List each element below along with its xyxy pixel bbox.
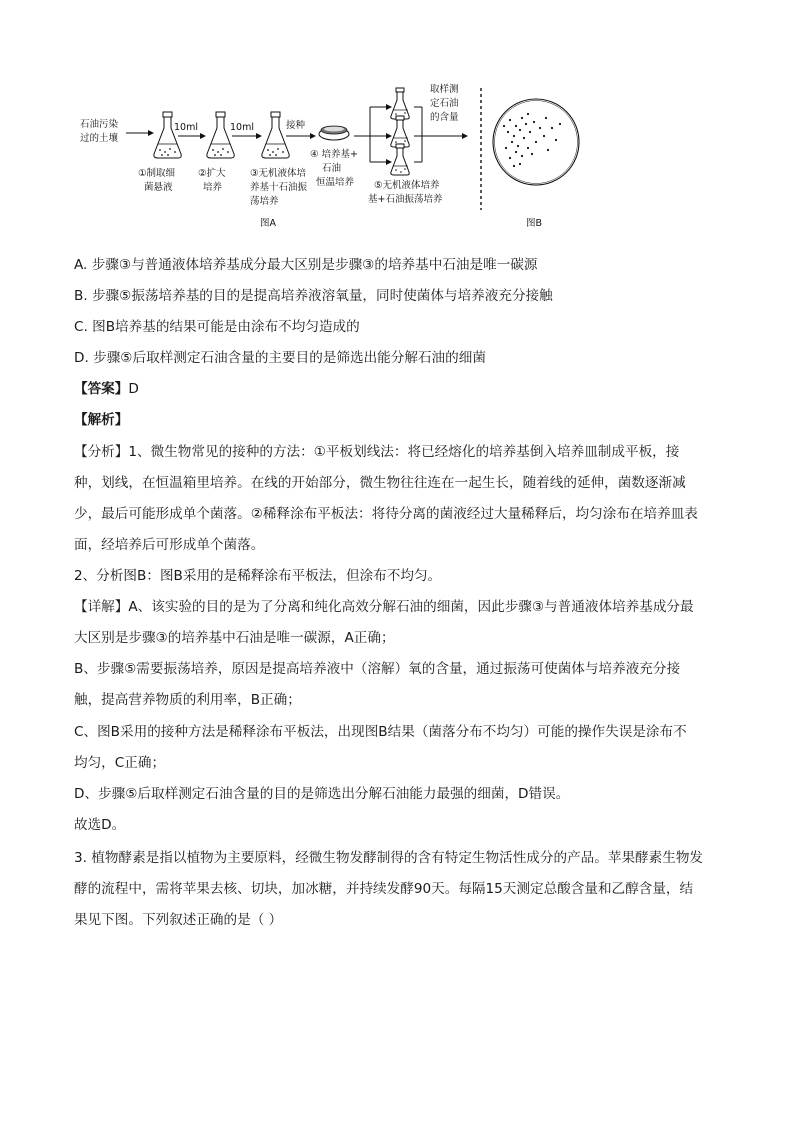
- analysis-line: 均匀，C正确；: [74, 755, 166, 771]
- analysis-line: 触，提高营养物质的利用率，B正确；: [74, 692, 301, 708]
- step4-line2: 石油: [322, 163, 342, 174]
- step5-line1: ⑤无机液体培养: [374, 180, 440, 191]
- answer-line: [74, 379, 724, 399]
- flask-1: [154, 112, 181, 158]
- analysis-line: 【分析】1、微生物常见的接种的方法：①平板划线法：将已经熔化的培养基倒入培养皿制成平板，接: [74, 444, 680, 460]
- analysis-line: 大区别是步骤③的培养基中石油是唯一碳源，A正确；: [74, 630, 395, 646]
- option-d: D. 步骤⑤后取样测定石油含量的主要目的是筛选出能分解石油的细菌: [74, 350, 486, 366]
- step1-line2: 菌悬液: [144, 182, 173, 193]
- figure-drawing: [70, 80, 600, 240]
- sample-line1: 取样测: [430, 84, 459, 95]
- option-b: B. 步骤⑤振荡培养基的目的是提高培养液溶氧量，同时使菌体与培养液充分接触: [74, 288, 553, 304]
- analysis-line: 故选D。: [74, 817, 126, 833]
- plate-b: [493, 99, 579, 185]
- question3-line: 果见下图。下列叙述正确的是（ ）: [74, 912, 283, 928]
- step4-line3: 恒温培养: [316, 177, 355, 188]
- analysis-line: 少，最后可能形成单个菌落。②稀释涂布平板法：将待分离的菌液经过大量稀释后，均匀涂布在培养皿表: [74, 506, 698, 522]
- answer-value: D: [128, 381, 139, 397]
- step3-line2: 养基十石油振: [250, 182, 308, 193]
- sample-line3: 的含量: [430, 112, 459, 123]
- question3-line: 3. 植物酵素是指以植物为主要原料，经微生物发酵制得的含有特定生物活性成分的产品。苹果酵素生物发: [74, 850, 704, 866]
- volume-1: 10ml: [174, 122, 198, 133]
- analysis-line: 2、分析图B：图B采用的是稀释涂布平板法，但涂布不均匀。: [74, 568, 442, 584]
- sample-line2: 定石油: [430, 98, 459, 109]
- analysis-line: 种，划线，在恒温箱里培养。在线的开始部分，微生物往往连在一起生长，随着线的延伸，菌数逐渐减: [74, 475, 686, 491]
- analysis-line: C、图B采用的接种方法是稀释涂布平板法，出现图B结果（菌落分布不均匀）可能的操作失误是涂布不: [74, 724, 687, 740]
- step1-line1: ①制取细: [138, 168, 176, 179]
- step2-line2: 培养: [203, 182, 223, 193]
- source-label-line1: 石油污染: [80, 119, 119, 130]
- step2-line1: ②扩大: [198, 168, 226, 179]
- option-a: A. 步骤③与普通液体培养基成分最大区别是步骤③的培养基中石油是唯一碳源: [74, 257, 538, 273]
- step5-line2: 基+石油振荡培养: [368, 194, 443, 205]
- analysis-line: 面，经培养后可形成单个菌落。: [74, 537, 265, 553]
- fig-b-label: 图B: [526, 218, 543, 229]
- experiment-figure: [70, 80, 600, 240]
- source-label-line2: 过的土壤: [80, 133, 119, 144]
- question3-line: 酵的流程中，需将苹果去核、切块，加冰糖，并持续发酵90天。每隔15天测定总酸含量和乙醇含量，结: [74, 881, 694, 897]
- answer-label: 【答案】: [74, 381, 129, 397]
- step4-line1: ④ 培养基+: [310, 149, 358, 160]
- fig-a-label: 图A: [260, 218, 276, 229]
- inoculate-label: 接种: [286, 120, 306, 131]
- flask-5b: [391, 116, 409, 147]
- flask-5a: [391, 88, 409, 119]
- analysis-line: B、步骤⑤需要振荡培养，原因是提高培养液中（溶解）氧的含量，通过振荡可使菌体与培养液充分接: [74, 661, 681, 677]
- petri-dish: [319, 126, 349, 140]
- volume-2: 10ml: [230, 122, 254, 133]
- step3-line3: 荡培养: [250, 196, 279, 207]
- flask-2: [207, 112, 234, 158]
- analysis-line: 【详解】A、该实验的目的是为了分离和纯化高效分解石油的细菌，因此步骤③与普通液体培养基成分最: [74, 599, 694, 615]
- option-c: C. 图B培养基的结果可能是由涂布不均匀造成的: [74, 319, 360, 335]
- flask-3: [262, 112, 289, 158]
- analysis-line: D、步骤⑤后取样测定石油含量的目的是筛选出分解石油能力最强的细菌，D错误。: [74, 786, 570, 802]
- step3-line1: ③无机液体培: [250, 168, 307, 179]
- flask-5c: [391, 144, 409, 175]
- analysis-header: 【解析】: [74, 412, 129, 428]
